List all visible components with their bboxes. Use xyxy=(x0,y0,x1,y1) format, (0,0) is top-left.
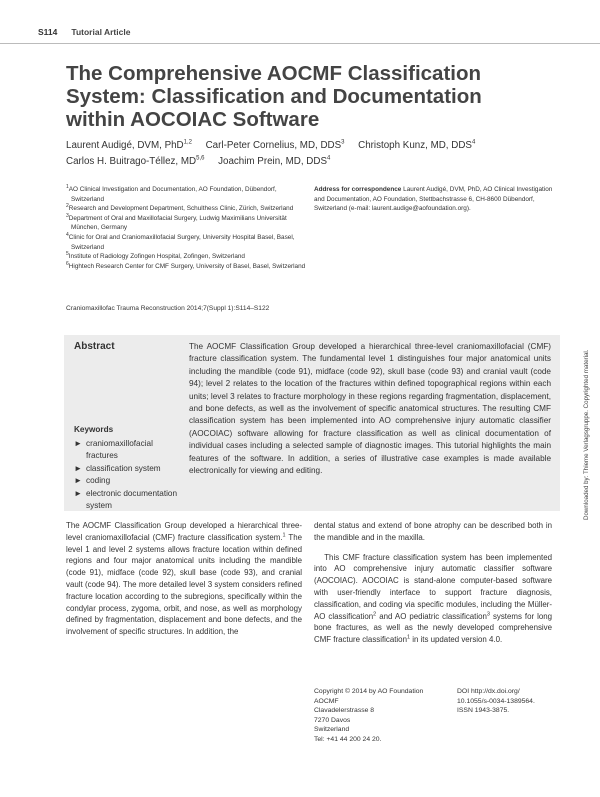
copyright-block xyxy=(314,687,456,745)
bullet-icon: ► xyxy=(74,488,83,498)
affiliation-item xyxy=(66,185,306,204)
affiliation-item xyxy=(66,252,306,262)
keyword-text: coding xyxy=(86,476,111,486)
author-list xyxy=(66,138,546,170)
author-name: Carlos H. Buitrago-Téllez, MD xyxy=(66,156,197,167)
body-text: systems for long bone fractures, as well as the newly developed comprehensive CMF fracture classification xyxy=(314,611,553,645)
reference-mark: 2 xyxy=(373,610,377,617)
abstract-text: The AOCMF Classification Group developed a hierarchical three-level craniomaxillofacial (CMF) fracture classification system. The fundamental level 1 distinguishes four major anatomical units including the mandible (code 91), midface (code 92), skull base (code 93) and cranial vault (code 94); level 2 relates to the location of the fractures within defined topographical regions within each units; level 3 relates to fracture morphology in these regions regarding fragmentation, displacement, and bone defects, as well as the involvement of specific anatomical structures. The resulting CMF classification system has been implemented into AO comprehensive injury automatic classifier (AOCOIAC) software allowing for fracture classification as well as clinical documentation of individual cases including a selected sample of diagnostic images. This tutorial highlights the main features of the software. In addition, a series of illustrative case examples is made available electronically for viewing and editing. xyxy=(189,342,551,476)
author-name: Laurent Audigé, DVM, PhD xyxy=(66,140,184,151)
copyright-line: AOCMF xyxy=(314,697,339,705)
body-paragraph: dental status and extend of bone atrophy can be described both in the mandible and in the maxilla. xyxy=(314,521,552,542)
reference-mark: 1 xyxy=(406,634,411,641)
keyword-item xyxy=(74,488,184,513)
author-affiliation-mark: 3 xyxy=(341,139,345,146)
author-line-2 xyxy=(66,154,546,170)
abstract-heading: Abstract xyxy=(74,341,115,352)
section-label: Tutorial Article xyxy=(71,27,131,37)
author-affiliation-mark: 5,6 xyxy=(196,155,205,162)
affiliation-item xyxy=(66,262,306,272)
keyword-text: classification system xyxy=(86,463,161,473)
article-title: The Comprehensive AOCMF Classification System: Classification and Documentation within AOCOIAC Software xyxy=(66,62,482,131)
bullet-icon: ► xyxy=(74,463,83,473)
body-column-right xyxy=(314,520,552,654)
header-rule xyxy=(0,43,600,44)
copyright-line: Copyright © 2014 by AO Foundation xyxy=(314,688,424,695)
affiliation-item xyxy=(66,233,306,252)
correspondence-text: Laurent Audigé, DVM, PhD, AO Clinical Investigation and Documentation, AO Foundation, Stettbachstrasse 6, CH-8600 Dübendorf, Switzerland (e-mail: laurent.audige@aofoundation.org). xyxy=(314,186,553,213)
affiliation-number: 4 xyxy=(66,231,69,238)
copyright-line: Switzerland xyxy=(314,726,350,734)
copyright-line: Clavadelerstrasse 8 xyxy=(314,707,375,715)
author-name: Joachim Prein, MD, DDS xyxy=(218,156,327,167)
affiliation-item xyxy=(66,204,306,214)
affiliation-text: Institute of Radiology Zofingen Hospital, Zofingen, Switzerland xyxy=(68,253,245,261)
body-text: This CMF fracture classification system has been implemented into AO comprehensive injury automatic classifier software (AOCOIAC). AOCOIAC is stand-alone computer-based software with user-friendly interface to support fracture diagnosis, classification, and coding via specific modules, including the Müller-AO classification xyxy=(314,552,552,621)
bullet-icon: ► xyxy=(74,476,83,486)
running-header xyxy=(38,27,130,37)
body-paragraph xyxy=(314,552,552,646)
reference-mark: 3 xyxy=(486,610,490,617)
bullet-icon: ► xyxy=(74,439,83,448)
keywords-heading: Keywords xyxy=(74,425,114,434)
affiliation-list xyxy=(66,185,306,271)
affiliation-text: Clinic for Oral and Craniomaxillofacial Surgery, University Hospital Basel, Basel, Switzerland xyxy=(68,233,295,251)
affiliation-text: Research and Development Department, Schulthess Clinic, Zürich, Switzerland xyxy=(68,205,294,213)
keyword-item xyxy=(74,438,184,463)
affiliation-number: 3 xyxy=(66,212,69,219)
affiliation-number: 6 xyxy=(66,260,69,267)
doi-line: DOI http://dx.doi.org/ xyxy=(457,688,520,695)
affiliation-number: 2 xyxy=(66,203,69,210)
correspondence-label: Address for correspondence xyxy=(314,186,402,193)
author-name: Carl-Peter Cornelius, MD, DDS xyxy=(205,140,342,151)
download-watermark: Downloaded by: Thieme Verlagsgruppe. Copyrighted material. xyxy=(583,349,590,520)
affiliation-number: 1 xyxy=(66,183,69,190)
author-affiliation-mark: 4 xyxy=(471,139,476,146)
affiliation-text: Hightech Research Center for CMF Surgery, University of Basel, Basel, Switzerland xyxy=(68,262,306,270)
body-text: The level 1 and level 2 systems allows fracture location within defined regions and four major anatomical units including the mandible (code 91), midface (code 92), skull base (code 93), and cranial vault (code 94). The more detailed level 3 system considers refined fracture location according to the subregions, specifically within the condylar process, zygoma, orbit, and nose, as well as morphology defined by fragmentation, displacement and bone defects, and the involvement of specific structures. In addition, the xyxy=(66,532,302,637)
affiliation-number: 5 xyxy=(66,251,69,258)
affiliation-item xyxy=(66,214,306,233)
doi-block xyxy=(457,687,557,716)
page-number: S114 xyxy=(38,27,58,37)
keyword-list xyxy=(74,438,184,512)
author-line-1 xyxy=(66,138,546,154)
author-name: Christoph Kunz, MD, DDS xyxy=(358,140,472,151)
copyright-line: 7270 Davos xyxy=(314,716,351,724)
body-text: and AO pediatric classification xyxy=(376,611,487,621)
author-affiliation-mark: 4 xyxy=(326,155,331,162)
correspondence-address xyxy=(314,185,554,214)
affiliation-text: Department of Oral and Maxillofacial Surgery, Ludwig Maximilians Universität München, Germany xyxy=(68,214,287,232)
body-column-left xyxy=(66,520,302,638)
reference-mark: 1 xyxy=(282,532,286,539)
body-text: in its updated version 4.0. xyxy=(410,635,503,645)
affiliation-text: AO Clinical Investigation and Documentation, AO Foundation, Dübendorf, Switzerland xyxy=(68,186,277,203)
keyword-item xyxy=(74,463,184,475)
keyword-item xyxy=(74,475,184,487)
copyright-line: Tel: +41 44 200 24 20. xyxy=(314,735,382,743)
body-text: The AOCMF Classification Group developed a hierarchical three-level craniomaxillofacial (CMF) fracture classification system. xyxy=(66,521,302,542)
author-affiliation-mark: 1,2 xyxy=(183,139,192,146)
keyword-text: electronic documentation system xyxy=(86,488,178,511)
journal-citation: Craniomaxillofac Trauma Reconstruction 2014;7(Suppl 1):S114–S122 xyxy=(66,305,270,312)
doi-line: 10.1055/s-0034-1389564. xyxy=(457,697,535,705)
doi-line: ISSN 1943-3875. xyxy=(457,707,510,715)
keyword-text: craniomaxillofacial fractures xyxy=(86,439,153,461)
